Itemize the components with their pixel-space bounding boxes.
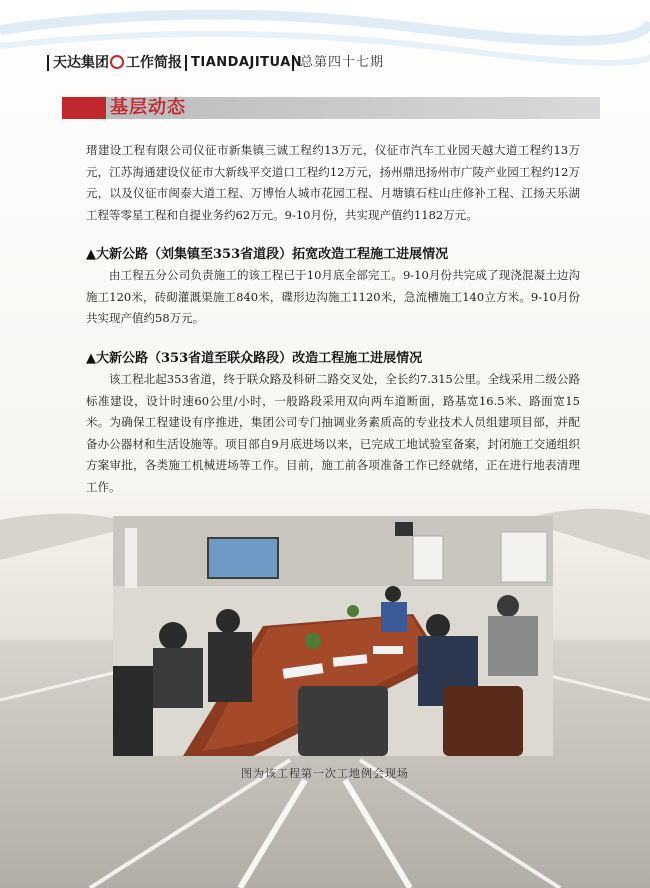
photo-caption: 图为该工程第一次工地例会现场 [241, 767, 409, 780]
section-title: 基层动态 [110, 97, 186, 118]
section-accent-block [62, 97, 106, 119]
heading-daxin-road-2: ▲大新公路（353省道至联众路段）改造工程施工进展情况 [86, 351, 423, 366]
paragraph-summary: 瑨建设工程有限公司仪征市新集镇三诚工程约13万元，仪征市汽车工业园天越大道工程约13万元，江苏海通建设仪征市大新线平交道口工程约12万元，扬州鼎迅扬州市广陵产业园工程约12万元，以及仪征市闽泰大道工程、万博怡人城市花园工程、月塘镇石柱山庄修补工程、江扬天乐湖工程等零星工程和自提业务约62万元。9-10月份，共实现产值约1182万元。 [86, 143, 580, 222]
meeting-photo [113, 516, 553, 756]
heading-daxin-road-1: ▲大新公路（刘集镇至353省道段）拓宽改造工程施工进展情况 [86, 247, 449, 262]
brand-name-en: TIANDAJITUAN [185, 55, 302, 71]
page-header [0, 52, 650, 76]
company-logo-icon [110, 55, 124, 69]
report-name: 工作简报 [126, 55, 182, 71]
brand-name-cn: 天达集团 [47, 55, 109, 71]
issue-number: 总第四十七期 [292, 55, 384, 71]
paragraph-daxin-road-2: 该工程北起353省道，终于联众路及科研二路交叉处，全长约7.315公里。全线采用二级公路标准建设，设计时速60公里/小时，一般路段采用双向两车道断面，路基宽16.5米、路面宽15米。为确保工程建设有序推进，集团公司专门抽调业务素质高的专业技术人员组建项目部，并配备办公器材和生活设施等。项目部自9月底进场以来，已完成工地试验室备案，封闭施工交通组织方案审批，各类施工机械进场等工作。目前，施工前各项准备工作已经就绪，正在进行地表清理工作。 [86, 372, 580, 494]
paragraph-daxin-road-1: 由工程五分公司负责施工的该工程已于10月底全部完工。9-10月份共完成了现浇混凝土边沟施工120米，砖砌灌溉渠施工840米，碟形边沟施工1120米，急流槽施工140立方米。9-10月份共实现产值约58万元。 [86, 268, 580, 325]
section-header-bar [62, 97, 600, 119]
meeting-room-illustration [113, 516, 553, 756]
